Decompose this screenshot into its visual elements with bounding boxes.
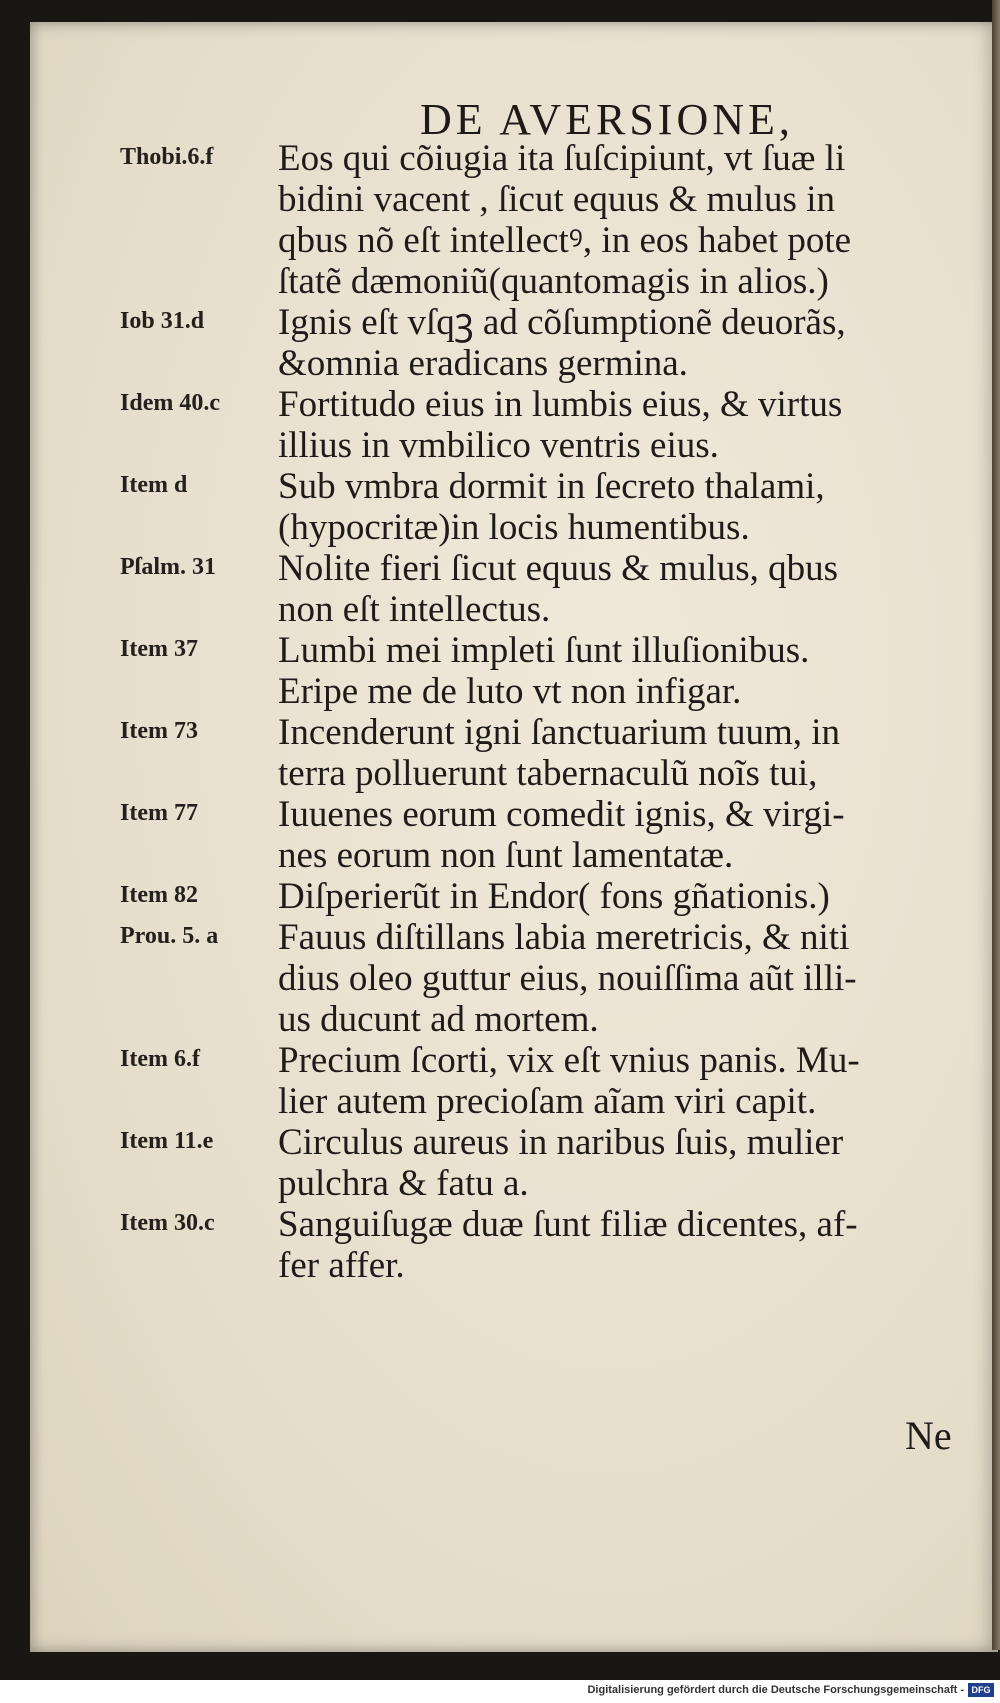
text-line: Diſperierũt in Endor( fons gñationis.) bbox=[278, 876, 830, 917]
footer-credit: Digitalisierung gefördert durch die Deutsche Forschungsgemeinschaft - bbox=[587, 1684, 964, 1696]
text-line: lier autem precioſam aĩam viri capit. bbox=[278, 1081, 817, 1122]
text-line: Fauus diſtillans labia meretricis, & niti bbox=[278, 917, 850, 958]
text-line: Sanguiſugæ duæ ſunt filiæ dicentes, af- bbox=[278, 1204, 858, 1245]
entry bbox=[30, 712, 998, 794]
text-line: Circulus aureus in naribus ſuis, mulier bbox=[278, 1122, 844, 1163]
entry bbox=[30, 1122, 998, 1204]
text-line: Incenderunt igni ſanctuarium tuum, in bbox=[278, 712, 841, 753]
marginal-reference: Iob 31.d bbox=[120, 308, 205, 334]
text-line: dius oleo guttur eius, nouiſſima aũt illi- bbox=[278, 958, 857, 999]
adjacent-page-edge bbox=[992, 0, 1000, 1650]
entry bbox=[30, 917, 998, 1040]
text-line: Lumbi mei impleti ſunt illuſionibus. bbox=[278, 630, 810, 671]
marginal-reference: Item 6.f bbox=[120, 1046, 200, 1072]
text-line: non eſt intellectus. bbox=[278, 589, 551, 630]
text-line: ſtatẽ dæmoniũ(quantomagis in alios.) bbox=[278, 261, 829, 302]
marginal-reference: Thobi.6.f bbox=[120, 144, 214, 170]
marginal-reference: Item 73 bbox=[120, 718, 198, 744]
text-line: us ducunt ad mortem. bbox=[278, 999, 599, 1040]
text-line: qbus nõ eſt intellectꝰ, in eos habet pote bbox=[278, 220, 852, 261]
text-line: Fortitudo eius in lumbis eius, & virtus bbox=[278, 384, 843, 425]
entry bbox=[30, 1204, 998, 1286]
running-head: DE AVERSIONE, bbox=[420, 95, 794, 144]
entry bbox=[30, 876, 998, 917]
marginal-reference: Item 82 bbox=[120, 882, 198, 908]
text-line: illius in vmbilico ventris eius. bbox=[278, 425, 719, 466]
entry bbox=[30, 548, 998, 630]
text-line: Sub vmbra dormit in ſecreto thalami, bbox=[278, 466, 825, 507]
entry bbox=[30, 138, 998, 302]
text-line: Ignis eſt vſqꝫ ad cõſumptionẽ deuorãs, bbox=[278, 302, 846, 343]
entries-list bbox=[30, 138, 998, 1286]
entry bbox=[30, 302, 998, 384]
entry bbox=[30, 466, 998, 548]
marginal-reference: Item 30.c bbox=[120, 1210, 215, 1236]
text-line: Eos qui cõiugia ita ſuſcipiunt, vt ſuæ li bbox=[278, 138, 846, 179]
marginal-reference: Item 11.e bbox=[120, 1128, 214, 1154]
text-line: terra polluerunt tabernaculũ noĩs tui, bbox=[278, 753, 818, 794]
text-line: (hypocritæ)in locis humentibus. bbox=[278, 507, 750, 548]
dfg-logo: DFG bbox=[968, 1683, 994, 1697]
text-line: Iuuenes eorum comedit ignis, & virgi- bbox=[278, 794, 845, 835]
entry bbox=[30, 794, 998, 876]
marginal-reference: Item 37 bbox=[120, 636, 198, 662]
text-line: nes eorum non ſunt lamentatæ. bbox=[278, 835, 734, 876]
catchword: Ne bbox=[905, 1413, 952, 1458]
entry bbox=[30, 384, 998, 466]
book-page bbox=[30, 22, 998, 1652]
marginal-reference: Item 77 bbox=[120, 800, 198, 826]
entry bbox=[30, 630, 998, 712]
entry bbox=[30, 1040, 998, 1122]
text-line: Precium ſcorti, vix eſt vnius panis. Mu- bbox=[278, 1040, 860, 1081]
text-line: pulchra & fatu a. bbox=[278, 1163, 529, 1204]
text-line: Eripe me de luto vt non infigar. bbox=[278, 671, 742, 712]
text-line: Nolite fieri ſicut equus & mulus, qbus bbox=[278, 548, 839, 589]
marginal-reference: Pſalm. 31 bbox=[120, 554, 216, 580]
marginal-reference: Idem 40.c bbox=[120, 390, 220, 416]
text-line: &omnia eradicans germina. bbox=[278, 343, 688, 384]
text-line: bidini vacent , ſicut equus & mulus in bbox=[278, 179, 835, 220]
marginal-reference: Item d bbox=[120, 472, 188, 498]
marginal-reference: Prou. 5. a bbox=[120, 923, 219, 949]
text-line: fer affer. bbox=[278, 1245, 405, 1286]
